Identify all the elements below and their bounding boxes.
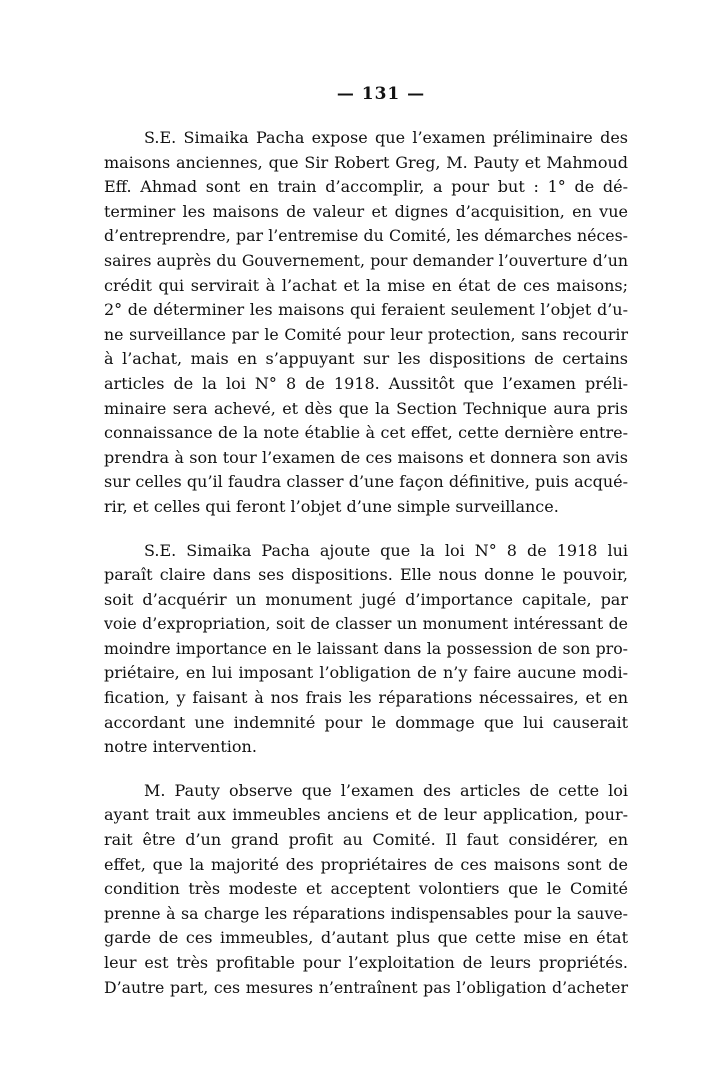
text-line: ayant trait aux immeubles anciens et de leur application, pour-	[104, 805, 628, 825]
text-line: connaissance de la note établie à cet effet, cette dernière entre-	[104, 423, 628, 443]
body-text	[104, 126, 628, 1000]
page-number: — 131 —	[336, 84, 426, 104]
text-line: minaire sera achevé, et dès que la Section Technique aura pris	[104, 398, 628, 418]
text-line: prendra à son tour l’examen de ces maisons et donnera son avis	[104, 447, 628, 467]
text-line: à l’achat, mais en s’appuyant sur les dispositions de certains	[104, 349, 628, 369]
text-line: D’autre part, ces mesures n’entraînent pas l’obligation d’acheter	[104, 977, 628, 997]
text-line: 2° de déterminer les maisons qui feraient seulement l’objet d’u-	[104, 300, 628, 320]
text-line: notre intervention.	[104, 737, 257, 757]
text-line: maisons anciennes, que Sir Robert Greg, M. Pauty et Mahmoud	[104, 152, 628, 172]
text-line: condition très modeste et acceptent volontiers que le Comité	[104, 879, 628, 899]
paragraph	[104, 539, 628, 760]
text-line: d’entreprendre, par l’entremise du Comité, les démarches néces-	[104, 226, 628, 246]
text-line: crédit qui servirait à l’achat et la mise en état de ces maisons;	[104, 275, 628, 295]
text-line: effet, que la majorité des propriétaires de ces maisons sont de	[104, 854, 628, 874]
text-line: moindre importance en le laissant dans la possession de son pro-	[104, 638, 628, 658]
text-line: ne surveillance par le Comité pour leur protection, sans recourir	[104, 324, 628, 344]
text-line: sur celles qu’il faudra classer d’une façon définitive, puis acqué-	[104, 472, 628, 492]
text-line: articles de la loi N° 8 de 1918. Aussitôt que l’examen préli-	[104, 373, 628, 393]
text-line: fication, y faisant à nos frais les réparations nécessaires, et en	[104, 688, 628, 708]
text-line: saires auprès du Gouvernement, pour demander l’ouverture d’un	[104, 250, 628, 270]
text-line: accordant une indemnité pour le dommage que lui causerait	[104, 712, 628, 732]
paragraph	[104, 779, 628, 1000]
text-line: garde de ces immeubles, d’autant plus que cette mise en état	[104, 928, 628, 948]
text-line: leur est très profitable pour l’exploitation de leurs propriétés.	[104, 953, 628, 972]
text-line: rait être d’un grand profit au Comité. Il faut considérer, en	[104, 830, 628, 850]
text-line: terminer les maisons de valeur et dignes d’acquisition, en vue	[104, 201, 628, 221]
text-line: paraît claire dans ses dispositions. Elle nous donne le pouvoir,	[104, 565, 628, 585]
document-page	[104, 84, 628, 1019]
text-line: voie d’expropriation, soit de classer un monument intéressant de	[104, 614, 628, 634]
text-line: S.E. Simaika Pacha ajoute que la loi N° 8 de 1918 lui	[144, 540, 628, 560]
text-line: M. Pauty observe que l’examen des articles de cette loi	[144, 780, 628, 800]
text-line: soit d’acquérir un monument jugé d’importance capitale, par	[104, 589, 628, 609]
text-line: priétaire, en lui imposant l’obligation de n’y faire aucune modi-	[104, 663, 628, 683]
text-line: Eff. Ahmad sont en train d’accomplir, a pour but : 1° de dé-	[104, 177, 628, 197]
paragraph	[104, 126, 628, 520]
text-line: prenne à sa charge les réparations indispensables pour la sauve-	[104, 903, 628, 923]
text-line: rir, et celles qui feront l’objet d’une simple surveillance.	[104, 496, 559, 516]
text-line: S.E. Simaika Pacha expose que l’examen préliminaire des	[144, 128, 628, 147]
